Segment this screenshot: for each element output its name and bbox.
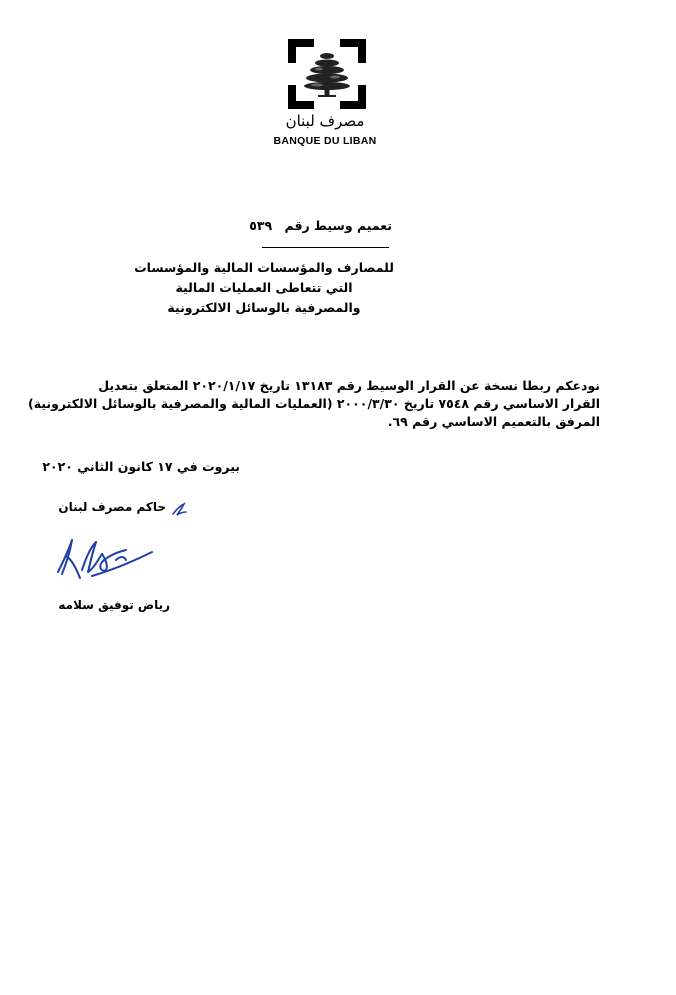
bank-name-arabic: مصرف لبنان [285, 112, 365, 130]
body-line-2: القرار الاساسي رقم ٧٥٤٨ تاريخ ٢٠٠٠/٣/٣٠ (العمليات المالية والمصرفية بالوسائل الالكترونية) [28, 396, 600, 411]
body-line-3: المرفق بالتعميم الاساسي رقم ٦٩. [387, 414, 600, 429]
body-paragraph [28, 377, 600, 431]
signature-image [52, 530, 162, 590]
circular-title-label: تعميم وسيط رقم [284, 218, 392, 233]
date-line: بيروت في ١٧ كانون الثاني ٢٠٢٠ [42, 459, 240, 474]
signatory-title: حاكم مصرف لبنان [58, 500, 166, 514]
body-line-1: نودعكم ربطا نسخة عن القرار الوسيط رقم ١٣١٨٣ تاريخ ٢٠٢٠/١/١٧ المتعلق بتعديل [98, 378, 600, 393]
addressee-line-1: للمصارف والمؤسسات المالية والمؤسسات التي تتعاطى العمليات المالية [134, 260, 394, 295]
bank-name-english: BANQUE DU LIBAN [273, 135, 377, 147]
circular-title [249, 218, 392, 233]
circular-number: ٥٣٩ [249, 218, 273, 233]
addressee-block [120, 258, 408, 318]
title-underline [262, 247, 389, 248]
signatory-name: رياض توفيق سلامه [58, 598, 170, 612]
pen-flourish-icon [170, 500, 190, 520]
cedar-logo-icon [287, 38, 367, 110]
addressee-line-2: والمصرفية بالوسائل الالكترونية [167, 300, 361, 315]
